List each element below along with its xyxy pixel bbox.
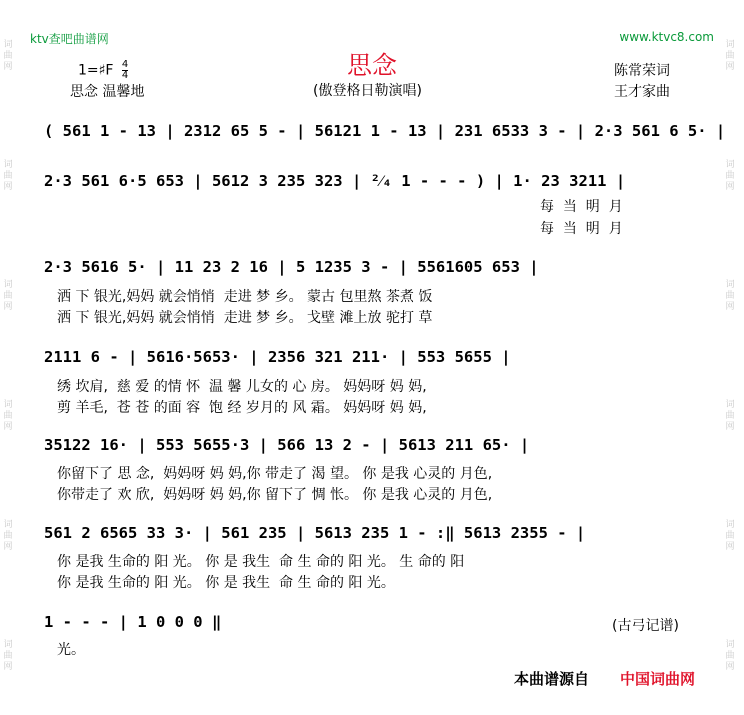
watermark-text: 词曲网 — [725, 40, 735, 72]
lyric-line: 洒 下 银光,妈妈 就会悄悄 走进 梦 乡。 蒙古 包里熬 茶煮 饭 — [57, 289, 433, 305]
score-line: 2111 6 - | 5616·5653· | 2356 321 211· | 553 5655 | — [44, 348, 511, 366]
song-title: 思念 — [346, 51, 397, 80]
footer-site[interactable]: 中国词曲网 — [620, 670, 696, 688]
watermark-text: 词曲网 — [3, 280, 13, 312]
lyric-line: 剪 羊毛, 苍 苍 的面 容 饱 经 岁月的 风 霜。 妈妈呀 妈 妈, — [57, 400, 427, 416]
footer-label: 本曲谱源自 — [514, 670, 590, 688]
time-top: 4 — [121, 59, 129, 70]
watermark-text: 词曲网 — [725, 280, 735, 312]
composer-text: 王才家曲 — [614, 84, 670, 100]
lyric-line: 光。 — [57, 642, 85, 658]
score-line: 2·3 561 6·5 653 | 5612 3 235 323 | ²⁄₄ 1 - - - ) | 1· 23 3211 | — [44, 172, 626, 190]
left-watermark — [0, 0, 22, 715]
score-line: 1 - - - | 1 0 0 0 ‖ — [44, 613, 222, 631]
time-bottom: 4 — [121, 70, 129, 81]
key-label: 1=♯F — [78, 62, 114, 79]
mood-text: 思念 温馨地 — [70, 84, 145, 100]
lyric-line: 绣 坎肩, 慈 爱 的情 怀 温 馨 儿女的 心 房。 妈妈呀 妈 妈, — [57, 379, 427, 395]
site-left: ktv查吧曲谱网 — [30, 32, 109, 46]
lyric-line: 你 是我 生命的 阳 光。 你 是 我生 命 生 命的 阳 光。 生 命的 阳 — [57, 554, 465, 570]
watermark-text: 词曲网 — [725, 160, 735, 192]
time-signature — [122, 60, 128, 81]
watermark-text: 词曲网 — [3, 160, 13, 192]
right-watermark — [722, 0, 744, 715]
lyric-line: 每 当 明 月 — [540, 221, 623, 237]
site-right: www.ktvc8.com — [619, 30, 714, 44]
score-line: 2·3 5616 5· | 11 23 2 16 | 5 1235 3 - | 5561605 653 | — [44, 258, 539, 276]
watermark-text: 词曲网 — [725, 640, 735, 672]
score-line: ( 561 1 - 13 | 2312 65 5 - | 56121 1 - 13 | 231 6533 3 - | 2·3 561 6 5· | — [44, 122, 726, 140]
watermark-text: 词曲网 — [725, 520, 735, 552]
key-signature — [78, 60, 128, 81]
watermark-text: 词曲网 — [3, 400, 13, 432]
watermark-text: 词曲网 — [3, 640, 13, 672]
singer-text: (傲登格日勒演唱) — [313, 83, 422, 99]
watermark-text: 词曲网 — [725, 400, 735, 432]
lyric-line: 你留下了 思 念, 妈妈呀 妈 妈,你 带走了 渴 望。 你 是我 心灵的 月色, — [57, 466, 493, 482]
watermark-text: 词曲网 — [3, 520, 13, 552]
lyricist-text: 陈常荣词 — [614, 63, 670, 79]
lyric-line: 洒 下 银光,妈妈 就会悄悄 走进 梦 乡。 戈壁 滩上放 驼打 草 — [57, 310, 433, 326]
lyric-line: 你 是我 生命的 阳 光。 你 是 我生 命 生 命的 阳 光。 — [57, 575, 395, 591]
lyric-line: 每 当 明 月 — [540, 199, 623, 215]
score-line: 35122 16· | 553 5655·3 | 566 13 2 - | 5613 211 65· | — [44, 436, 530, 454]
watermark-text: 词曲网 — [3, 40, 13, 72]
score-line: 561 2 6565 33 3· | 561 235 | 5613 235 1 - :‖ 5613 2355 - | — [44, 524, 586, 542]
source-note: (古弓记谱) — [612, 618, 679, 634]
lyric-line: 你带走了 欢 欣, 妈妈呀 妈 妈,你 留下了 惆 怅。 你 是我 心灵的 月色, — [57, 487, 493, 503]
